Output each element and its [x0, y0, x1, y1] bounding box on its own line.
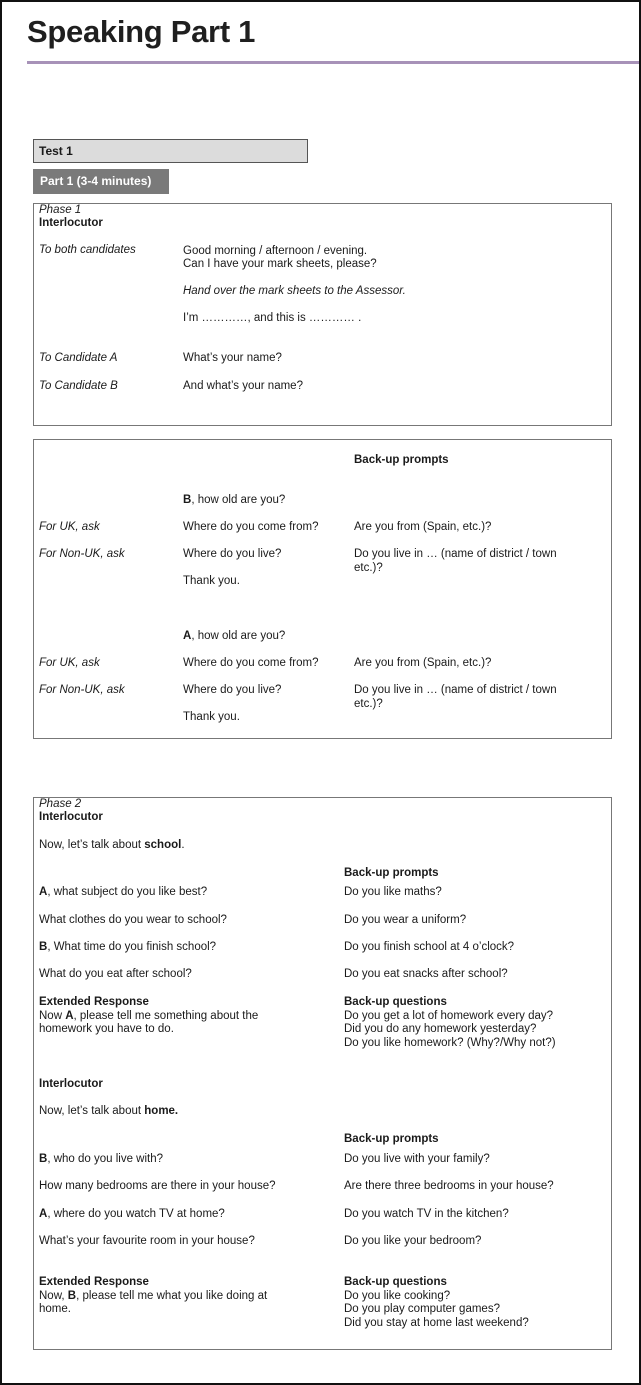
home-prompt: Do you like your bedroom?	[344, 1235, 482, 1247]
backup-question: Do you get a lot of homework every day?	[344, 1010, 554, 1022]
school-prompt: Do you wear a uniform?	[344, 914, 467, 926]
to-candidate-b-label: To Candidate B	[39, 380, 118, 392]
phase1-label: Phase 1	[39, 204, 82, 216]
uk-prompt-b: Are you from (Spain, etc.)?	[354, 521, 492, 533]
age-question-b: B, how old are you?	[183, 494, 286, 506]
thanks-b: Thank you.	[183, 575, 240, 587]
extended-response-heading: Extended Response	[39, 996, 149, 1008]
backup-questions-heading: Back-up questions	[344, 996, 447, 1008]
nonuk-label-b: For Non-UK, ask	[39, 548, 125, 560]
page-title: Speaking Part 1	[27, 14, 256, 49]
title-divider	[27, 61, 639, 64]
home-prompts-header: Back-up prompts	[344, 1133, 439, 1145]
candidate-a-question: What’s your name?	[183, 352, 282, 364]
school-intro: Now, let’s talk about school.	[39, 839, 185, 851]
extended-response-line2: homework you have to do.	[39, 1023, 174, 1035]
phase2-role-home: Interlocutor	[39, 1078, 103, 1090]
backup-questions-heading: Back-up questions	[344, 1276, 447, 1288]
school-prompt: Do you finish school at 4 o’clock?	[344, 941, 515, 953]
nonuk-question-a: Where do you live?	[183, 684, 282, 696]
nonuk-prompt-b-line2: etc.)?	[354, 562, 383, 574]
extended-response-line1: Now, B, please tell me what you like doing at	[39, 1290, 268, 1302]
nonuk-label-a: For Non-UK, ask	[39, 684, 125, 696]
school-question: A, what subject do you like best?	[39, 886, 208, 898]
home-intro: Now, let’s talk about home.	[39, 1105, 179, 1117]
backup-question: Do you like cooking?	[344, 1290, 451, 1302]
nonuk-question-b: Where do you live?	[183, 548, 282, 560]
uk-label-a: For UK, ask	[39, 657, 100, 669]
backup-question: Do you play computer games?	[344, 1303, 500, 1315]
part-label: Part 1 (3-4 minutes)	[40, 174, 152, 188]
home-question: What’s your favourite room in your house?	[39, 1235, 255, 1247]
school-prompts-header: Back-up prompts	[344, 867, 439, 879]
backup-question: Do you like homework? (Why?/Why not?)	[344, 1037, 556, 1049]
to-candidate-a-label: To Candidate A	[39, 352, 118, 364]
greeting-line-1: Good morning / afternoon / evening.	[183, 245, 368, 257]
phase2-label: Phase 2	[39, 798, 82, 810]
school-question: What do you eat after school?	[39, 968, 192, 980]
school-question: B, What time do you finish school?	[39, 941, 217, 953]
uk-question-b: Where do you come from?	[183, 521, 319, 533]
test-label: Test 1	[39, 144, 73, 158]
phase1-role: Interlocutor	[39, 217, 103, 229]
extended-response-line2: home.	[39, 1303, 71, 1315]
candidate-b-question: And what’s your name?	[183, 380, 303, 392]
extended-response-line1: Now A, please tell me something about the	[39, 1010, 259, 1022]
home-prompt: Do you live with your family?	[344, 1153, 490, 1165]
test-label-box	[33, 139, 308, 163]
intro-text: I’m …………, and this is ………… .	[183, 312, 362, 324]
home-question: A, where do you watch TV at home?	[39, 1208, 225, 1220]
backup-question: Did you stay at home last weekend?	[344, 1317, 529, 1329]
backup-question: Did you do any homework yesterday?	[344, 1023, 537, 1035]
phase2-role: Interlocutor	[39, 811, 103, 823]
phase2-panel	[33, 797, 612, 1350]
uk-question-a: Where do you come from?	[183, 657, 319, 669]
uk-prompt-a: Are you from (Spain, etc.)?	[354, 657, 492, 669]
uk-label-b: For UK, ask	[39, 521, 100, 533]
backup-prompts-header: Back-up prompts	[354, 454, 449, 466]
school-prompt: Do you eat snacks after school?	[344, 968, 508, 980]
extended-response-heading: Extended Response	[39, 1276, 149, 1288]
home-question: B, who do you live with?	[39, 1153, 164, 1165]
instruction-text: Hand over the mark sheets to the Assessor.	[183, 285, 406, 297]
school-prompt: Do you like maths?	[344, 886, 442, 898]
nonuk-prompt-a-line1: Do you live in … (name of district / town	[354, 684, 557, 696]
home-question: How many bedrooms are there in your house?	[39, 1180, 276, 1192]
nonuk-prompt-b-line1: Do you live in … (name of district / town	[354, 548, 557, 560]
greeting-line-2: Can I have your mark sheets, please?	[183, 258, 377, 270]
thanks-a: Thank you.	[183, 711, 240, 723]
home-prompt: Are there three bedrooms in your house?	[344, 1180, 554, 1192]
nonuk-prompt-a-line2: etc.)?	[354, 698, 383, 710]
age-question-a: A, how old are you?	[183, 630, 286, 642]
to-both-label: To both candidates	[39, 244, 136, 256]
home-prompt: Do you watch TV in the kitchen?	[344, 1208, 509, 1220]
school-question: What clothes do you wear to school?	[39, 914, 227, 926]
